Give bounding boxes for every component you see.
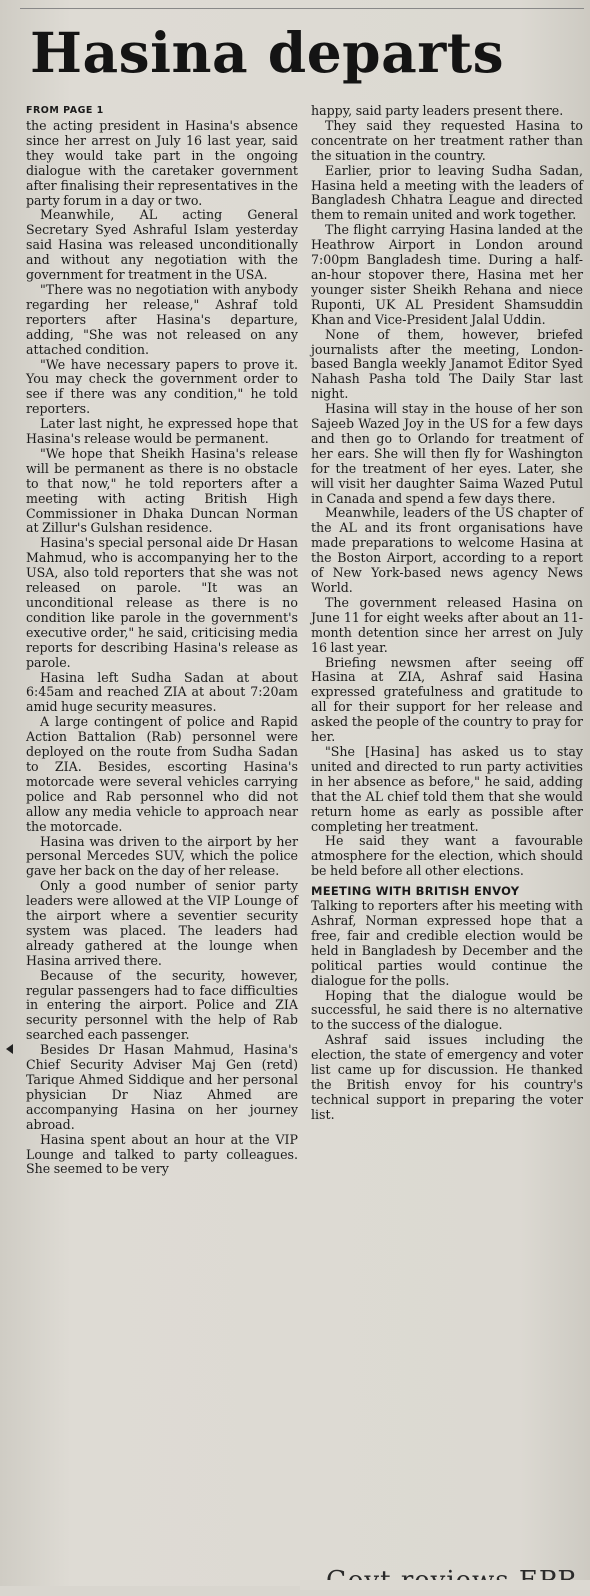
left-column xyxy=(26,104,298,1177)
article-paragraph: Ashraf said issues including the election, the state of emergency and voter list came up for discussion. He thanked the British envoy for his country's technical support in preparing the voter list. xyxy=(311,1032,583,1122)
article-paragraph: happy, said party leaders present there. xyxy=(311,103,564,118)
right-column xyxy=(311,104,583,1177)
article-paragraph: Hasina left Sudha Sadan at about 6:45am and reached ZIA at about 7:20am amid huge security measures. xyxy=(26,669,298,715)
article-paragraph: Besides Dr Hasan Mahmud, Hasina's Chief Security Adviser Maj Gen (retd) Tarique Ahmed Siddique and her personal physician Dr Niaz Ahmed are accompanying Hasina on her journey abroad. xyxy=(26,1042,298,1132)
article-paragraph: Talking to reporters after his meeting with Ashraf, Norman expressed hope that a free, fair and credible election would be held in Bangladesh by December and the political parties would continue the dialogue for the polls. xyxy=(311,898,583,988)
subhead: MEETING WITH BRITISH ENVOY xyxy=(311,884,520,899)
article-paragraph: Later last night, he expressed hope that Hasina's release would be permanent. xyxy=(26,416,298,447)
article-paragraph: Hasina will stay in the house of her son Sajeeb Wazed Joy in the US for a few days and then go to Orlando for treatment of her ears. She will then fly for Washington for the treatment of her eyes. Later, she will visit her daughter Saima Wazed Putul in Canada and spend a few days there. xyxy=(311,401,583,506)
article-paragraph: The government released Hasina on June 11 for eight weeks after about an 11-month detention since her arrest on July 16 last year. xyxy=(311,594,583,655)
article-paragraph: Hasina was driven to the airport by her personal Mercedes SUV, which the police gave her back on the day of her release. xyxy=(26,833,298,879)
article-paragraph: Briefing newsmen after seeing off Hasina at ZIA, Ashraf said Hasina expressed gratefulness and gratitude to all for their support for her release and asked the people of the country to pray for her. xyxy=(311,654,583,745)
from-page-label: FROM PAGE 1 xyxy=(26,105,104,116)
article-paragraph: Meanwhile, AL acting General Secretary Syed Ashraful Islam yesterday said Hasina was released unconditionally and without any negotiation with the government for treatment in the USA. xyxy=(26,207,298,283)
article-paragraph: the acting president in Hasina's absence since her arrest on July 16 last year, said they would take part in the ongoing dialogue with the caretaker government after finalising their representatives in the party forum in a day or two. xyxy=(26,118,298,208)
article-paragraph: "We hope that Sheikh Hasina's release will be permanent as there is no obstacle to that now," he told reporters after a meeting with acting British High Commissioner in Dhaka Duncan Norman at Zillur's Gulshan residence. xyxy=(26,445,298,536)
article-paragraph: Only a good number of senior party leaders were allowed at the VIP Lounge of the airport where a seventier security system was placed. The leaders had already gathered at the lounge when Hasina arrived there. xyxy=(26,878,298,968)
article-body xyxy=(26,104,584,1177)
article-paragraph: "There was no negotiation with anybody regarding her release," Ashraf told reporters after Hasina's departure, adding, "She was not released on any attached condition. xyxy=(26,281,298,357)
article-paragraph: "She [Hasina] has asked us to stay united and directed to run party activities in her absence as before," he said, adding that the AL chief told them that she would return home as early as possible after completing her treatment. xyxy=(311,743,583,834)
article-paragraph: The flight carrying Hasina landed at the Heathrow Airport in London around 7:00pm Bangladesh time. During a half-an-hour stopover there, Hasina met her younger sister Sheikh Rehana and niece Ruponti, UK AL President Shamsuddin Khan and Vice-President Jalal Uddin. xyxy=(311,222,583,327)
page-edge xyxy=(300,1580,590,1590)
article-paragraph: None of them, however, briefed journalists after the meeting, London-based Bangla weekly Janamot Editor Syed Nahash Pasha told The Daily Star last night. xyxy=(311,326,583,402)
article-paragraph: Earlier, prior to leaving Sudha Sadan, Hasina held a meeting with the leaders of Bangladesh Chhatra League and directed them to remain united and work together. xyxy=(311,162,583,223)
article-paragraph: He said they want a favourable atmosphere for the election, which should be held before all other elections. xyxy=(311,833,583,879)
article-paragraph: Meanwhile, leaders of the US chapter of the AL and its front organisations have made preparations to welcome Hasina at the Boston Airport, according to a report of New York-based news agency News World. xyxy=(311,505,583,595)
article-paragraph: "We have necessary papers to prove it. You may check the government order to see if there was any condition," he told reporters. xyxy=(26,356,298,417)
article-paragraph: Hasina spent about an hour at the VIP Lounge and talked to party colleagues. She seemed to be very xyxy=(26,1131,298,1177)
margin-arrow-icon xyxy=(6,1044,13,1054)
article-paragraph: A large contingent of police and Rapid Action Battalion (Rab) personnel were deployed on the route from Sudha Sadan to ZIA. Besides, escorting Hasina's motorcade were several vehicles carrying police and Rab personnel who did not allow any media vehicle to approach near the motorcade. xyxy=(26,714,298,834)
article-paragraph: Hoping that the dialogue would be successful, he said there is no alternative to the success of the dialogue. xyxy=(311,987,583,1033)
article-paragraph: They said they requested Hasina to concentrate on her treatment rather than the situation in the country. xyxy=(311,117,583,163)
article-paragraph: Hasina's special personal aide Dr Hasan Mahmud, who is accompanying her to the USA, also told reporters that she was not released on parole. "It was an unconditional release as there is no condition like parole in the government's executive order," he said, criticising media reports for describing Hasina's release as parole. xyxy=(26,535,298,670)
article-paragraph: Because of the security, however, regular passengers had to face difficulties in entering the airport. Police and ZIA security personnel with the help of Rab searched each passenger. xyxy=(26,967,298,1043)
top-rule xyxy=(20,0,584,9)
headline: Hasina departs xyxy=(30,20,505,85)
